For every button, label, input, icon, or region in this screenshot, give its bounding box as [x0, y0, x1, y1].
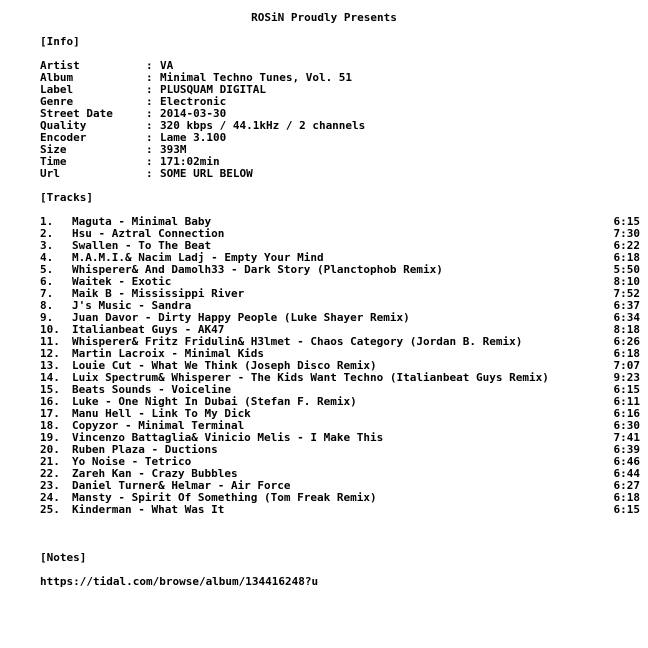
track-title: Ruben Plaza - Ductions [72, 443, 218, 456]
info-value: PLUSQUAM DIGITAL [160, 83, 266, 96]
track-number: 15. [40, 383, 60, 396]
track-title: Whisperer& Fritz Fridulin& H3lmet - Chaos Category (Jordan B. Remix) [72, 335, 523, 348]
track-duration: 6:34 [613, 311, 640, 324]
info-key: Street Date [40, 107, 113, 120]
track-title: Yo Noise - Tetrico [72, 455, 192, 468]
track-number: 12. [40, 347, 60, 360]
track-title: Vincenzo Battaglia& Vinicio Melis - I Make This [72, 431, 384, 444]
track-number: 8. [40, 299, 54, 312]
track-duration: 7:30 [613, 227, 640, 240]
track-number: 1. [40, 215, 54, 228]
track-duration: 5:50 [613, 263, 640, 276]
track-duration: 6:18 [613, 251, 640, 264]
info-key: Url [40, 167, 60, 180]
info-key: Genre [40, 95, 74, 108]
track-number: 10. [40, 323, 60, 336]
info-section-title: [Info] [40, 35, 80, 48]
track-duration: 6:16 [613, 407, 640, 420]
info-row [40, 84, 640, 96]
track-title: Louie Cut - What We Think (Joseph Disco Remix) [72, 359, 377, 372]
track-number: 11. [40, 335, 60, 348]
track-duration: 8:18 [613, 323, 640, 336]
track-number: 17. [40, 407, 60, 420]
track-title: Maik B - Mississippi River [72, 287, 245, 300]
info-table [40, 60, 640, 180]
track-duration: 6:11 [613, 395, 640, 408]
info-key: Size [40, 143, 67, 156]
track-title: Luix Spectrum& Whisperer - The Kids Want Techno (Italianbeat Guys Remix) [72, 371, 549, 384]
track-duration: 6:18 [613, 347, 640, 360]
info-value: 393M [160, 143, 187, 156]
info-row [40, 132, 640, 144]
track-number: 5. [40, 263, 54, 276]
track-title: Manu Hell - Link To My Dick [72, 407, 251, 420]
track-title: Maguta - Minimal Baby [72, 215, 212, 228]
info-key: Quality [40, 119, 87, 132]
track-duration: 9:23 [613, 371, 640, 384]
info-value: VA [160, 59, 174, 72]
track-duration: 6:26 [613, 335, 640, 348]
track-title: Daniel Turner& Helmar - Air Force [72, 479, 291, 492]
track-number: 21. [40, 455, 60, 468]
track-title: Waitek - Exotic [72, 275, 172, 288]
track-duration: 8:10 [613, 275, 640, 288]
release-info-document [40, 12, 640, 588]
track-duration: 6:30 [613, 419, 640, 432]
tracks-section-title: [Tracks] [40, 191, 93, 204]
track-number: 22. [40, 467, 60, 480]
track-number: 20. [40, 443, 60, 456]
info-separator: : [146, 107, 153, 120]
track-title: Copyzor - Minimal Terminal [72, 419, 245, 432]
info-separator: : [146, 155, 153, 168]
track-title: Juan Davor - Dirty Happy People (Luke Shayer Remix) [72, 311, 410, 324]
track-title: M.A.M.I.& Nacim Ladj - Empty Your Mind [72, 251, 324, 264]
info-value: Lame 3.100 [160, 131, 227, 144]
track-title: Mansty - Spirit Of Something (Tom Freak Remix) [72, 491, 377, 504]
info-separator: : [146, 95, 153, 108]
info-row [40, 72, 640, 84]
track-title: Italianbeat Guys - AK47 [72, 323, 225, 336]
track-title: Hsu - Aztral Connection [72, 227, 225, 240]
info-row [40, 96, 640, 108]
track-number: 7. [40, 287, 54, 300]
info-value: Electronic [160, 95, 227, 108]
track-number: 14. [40, 371, 60, 384]
info-separator: : [146, 59, 153, 72]
info-value: 171:02min [160, 155, 220, 168]
info-row [40, 144, 640, 156]
info-key: Label [40, 83, 74, 96]
info-key: Artist [40, 59, 80, 72]
info-key: Encoder [40, 131, 87, 144]
track-title: Whisperer& And Damolh33 - Dark Story (Planctophob Remix) [72, 263, 443, 276]
track-number: 18. [40, 419, 60, 432]
track-title: Luke - One Night In Dubai (Stefan F. Remix) [72, 395, 357, 408]
track-list [40, 216, 640, 516]
track-row [40, 504, 640, 516]
track-number: 25. [40, 503, 60, 516]
track-title: Kinderman - What Was It [72, 503, 225, 516]
track-title: Swallen - To The Beat [72, 239, 212, 252]
track-title: J's Music - Sandra [72, 299, 192, 312]
track-duration: 6:39 [613, 443, 640, 456]
info-separator: : [146, 167, 153, 180]
track-number: 4. [40, 251, 54, 264]
info-separator: : [146, 143, 153, 156]
track-duration: 7:07 [613, 359, 640, 372]
notes-url: https://tidal.com/browse/album/134416248?u [40, 575, 319, 588]
info-separator: : [146, 83, 153, 96]
track-title: Martin Lacroix - Minimal Kids [72, 347, 265, 360]
track-number: 2. [40, 227, 54, 240]
track-number: 6. [40, 275, 54, 288]
notes-section-title: [Notes] [40, 551, 87, 564]
info-row [40, 168, 640, 180]
info-row [40, 120, 640, 132]
track-title: Beats Sounds - Voiceline [72, 383, 231, 396]
track-duration: 7:52 [613, 287, 640, 300]
track-number: 3. [40, 239, 54, 252]
track-number: 16. [40, 395, 60, 408]
info-key: Time [40, 155, 67, 168]
track-duration: 6:15 [613, 503, 640, 516]
track-duration: 6:37 [613, 299, 640, 312]
track-duration: 7:41 [613, 431, 640, 444]
info-row [40, 156, 640, 168]
track-number: 23. [40, 479, 60, 492]
track-duration: 6:15 [613, 383, 640, 396]
track-duration: 6:44 [613, 467, 640, 480]
info-separator: : [146, 71, 153, 84]
info-value: SOME URL BELOW [160, 167, 253, 180]
info-value: Minimal Techno Tunes, Vol. 51 [160, 71, 353, 84]
info-value: 2014-03-30 [160, 107, 227, 120]
track-number: 9. [40, 311, 54, 324]
track-duration: 6:27 [613, 479, 640, 492]
info-key: Album [40, 71, 74, 84]
track-number: 13. [40, 359, 60, 372]
track-number: 19. [40, 431, 60, 444]
track-duration: 6:22 [613, 239, 640, 252]
track-duration: 6:46 [613, 455, 640, 468]
track-number: 24. [40, 491, 60, 504]
track-title: Zareh Kan - Crazy Bubbles [72, 467, 238, 480]
info-separator: : [146, 131, 153, 144]
release-header: ROSiN Proudly Presents [251, 11, 397, 24]
info-value: 320 kbps / 44.1kHz / 2 channels [160, 119, 366, 132]
track-duration: 6:18 [613, 491, 640, 504]
track-duration: 6:15 [613, 215, 640, 228]
info-separator: : [146, 119, 153, 132]
